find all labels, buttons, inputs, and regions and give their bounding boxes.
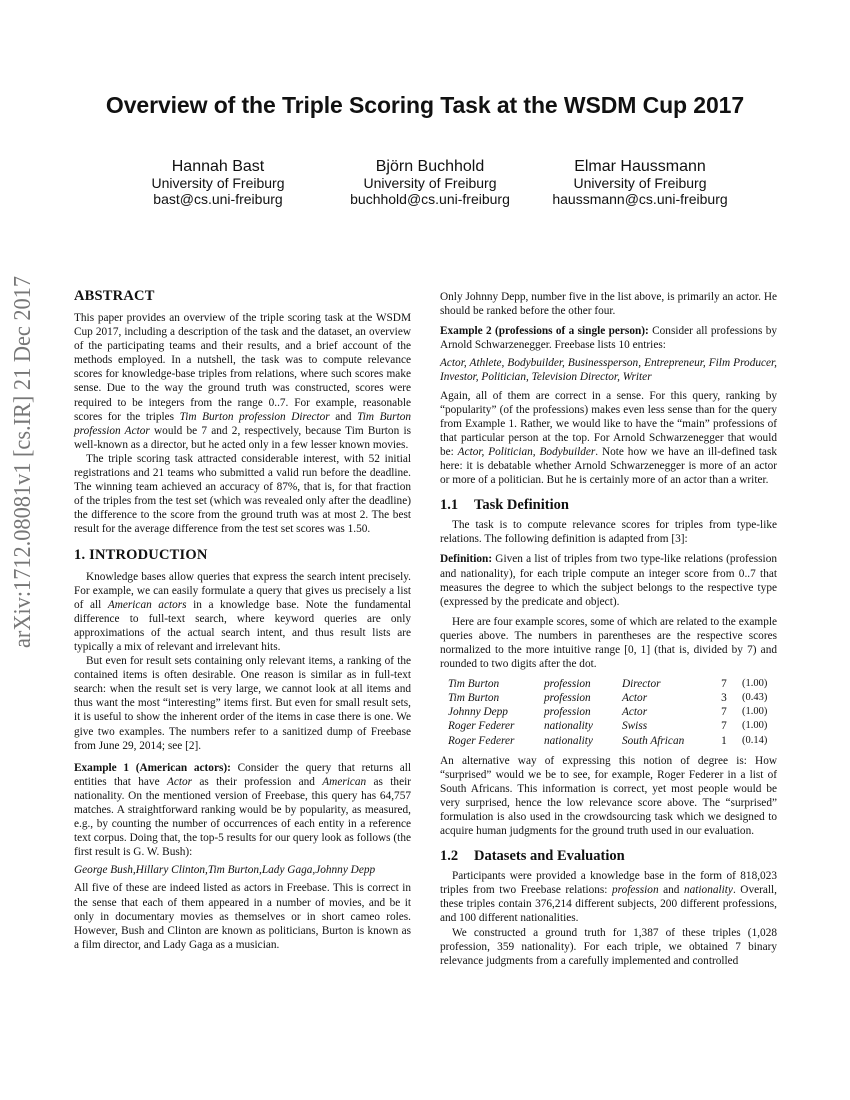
author-email: bast@cs.uni-freiburg — [153, 190, 283, 207]
author-block — [520, 158, 760, 207]
abstract-paragraph: The triple scoring task attracted considerable interest, with 52 initial registrations and 21 teams who submitted a valid run before the deadline. The winning team achieved an accuracy of 87%, that is, for that fraction of the triples from the test set (which was revealed only after the deadline) the difference to the score from the ground truth was at most 2. The best result for the average difference from the test set scores was 1.50. — [74, 452, 411, 536]
triple-score: 7 — [721, 706, 727, 719]
right-column — [440, 290, 777, 968]
author-email: buchhold@cs.uni-freiburg — [350, 190, 510, 207]
section-heading-introduction: 1. INTRODUCTION — [74, 546, 208, 563]
triple-normalized-score: (0.14) — [742, 734, 768, 746]
subsection-heading-task-definition: 1.1 Task Definition — [440, 497, 569, 514]
surprise-paragraph: An alternative way of expressing this notion of degree is: How “surprised” would we be to see, for example, Roger Federer in a list of South Africans. This information is correct, yet most people would be very surprised, hence the low relevance score above. The “surprised” formulation is also used in the crowdsourcing task which we designed to acquire human judgments for the ground truth used in our evaluation. — [440, 754, 777, 838]
triple-subject: Johnny Depp — [448, 706, 508, 719]
task-definition-paragraph: The task is to compute relevance scores for triples from type-like relations. The following definition is adapted from [3]: — [440, 519, 777, 546]
arxiv-identifier — [6, 270, 36, 650]
triple-relation: profession — [544, 706, 591, 719]
example-1-discussion: All five of these are indeed listed as actors in Freebase. This is correct in the sense that each of them appeared in a number of movies, and be it only in documentary movies as themselves or in short cameo roles. However, Bush and Clinton are known as politicians, Burton is known as a film director, and Lady Gaga as a musician. — [74, 882, 411, 951]
table-row — [448, 677, 767, 691]
datasets-paragraph: We constructed a ground truth for 1,387 of these triples (1,028 profession, 359 nationality). For each triple, we obtained 7 binary relevance judgments from a carefully implemented and controlled — [440, 926, 777, 967]
table-row — [448, 691, 767, 705]
example-1-paragraph: Example 1 (American actors): Consider the query that returns all entities that have Actor as their profession and American as their nationality. On the mentioned version of Freebase, this query has 64,757 matches. A straightforward ranking would be by popularity, as measured, e.g., by counting the number of occurrences of each entity in a reference text corpus. Doing that, the top-5 results for our query look as follows (the first result is G. W. Bush): — [74, 761, 411, 859]
triple-object: Actor — [622, 692, 648, 705]
paper-title: Overview of the Triple Scoring Task at the WSDM Cup 2017 — [105, 92, 745, 118]
author-name: Elmar Haussmann — [574, 158, 706, 175]
definition-paragraph: Definition: Given a list of triples from two type-like relations (profession and nationality), for each triple compute an integer score from 0..7 that measures the degree to which the subject belongs to the respective type (expressed by the predicate and object). — [440, 553, 777, 608]
author-block — [310, 158, 550, 207]
triple-score: 7 — [721, 720, 727, 733]
triple-object: Actor — [622, 706, 648, 719]
author-name: Hannah Bast — [171, 158, 265, 175]
triple-object: South African — [622, 734, 685, 747]
abstract-heading: ABSTRACT — [74, 288, 155, 304]
left-column — [74, 288, 411, 952]
table-row — [448, 734, 767, 748]
example-scores-table — [448, 677, 767, 747]
triple-score: 1 — [721, 734, 727, 747]
triple-subject: Tim Burton — [448, 678, 500, 691]
triple-relation: profession — [544, 678, 591, 691]
triple-normalized-score: (1.00) — [742, 678, 768, 690]
author-name: Björn Buchhold — [375, 158, 485, 175]
triple-relation: nationality — [544, 720, 593, 733]
triple-object: Director — [622, 678, 661, 691]
triple-score: 3 — [721, 692, 727, 705]
triple-normalized-score: (0.43) — [742, 692, 768, 704]
author-email: haussmann@cs.uni-freiburg — [552, 190, 728, 207]
example-1-continuation: Only Johnny Depp, number five in the list above, is primarily an actor. He should be ranked before the other four. — [440, 291, 777, 318]
triple-score: 7 — [721, 678, 727, 691]
table-row — [448, 719, 767, 733]
triple-normalized-score: (1.00) — [742, 706, 768, 718]
example-2-discussion: Again, all of them are correct in a sense. For this query, ranking by “popularity” (of the professions) makes even less sense than for the query from Example 1. Rather, we would like to have the “main” professions of that particular person at the top. For Arnold Schwarzenegger that would be: Actor, Politician, Bodybuilder. Note how we have an ill-defined task here: it is debatable whether Arnold Schwarzenegger is more of an actor or more of a politician. But he is certainly more of an actor than a writer. — [440, 389, 777, 487]
arxiv-id-text: arXiv:1712.08081v1 [cs.IR] 21 Dec 2017 — [9, 270, 36, 648]
triple-subject: Roger Federer — [448, 734, 515, 747]
triple-relation: profession — [544, 692, 591, 705]
triple-relation: nationality — [544, 734, 593, 747]
author-block — [98, 158, 338, 207]
triple-normalized-score: (1.00) — [742, 720, 768, 732]
datasets-paragraph: Participants were provided a knowledge base in the form of 818,023 triples from two Freebase relations: profession and nationality. Overall, these triples contain 376,214 different subjects, 200 different professions, and 100 different nationalities. — [440, 870, 777, 925]
abstract-paragraph: This paper provides an overview of the triple scoring task at the WSDM Cup 2017, including a description of the task and the dataset, an overview of the participating teams and their results, and a brief account of the methods employed. In a nutshell, the task was to compute relevance scores for knowledge-base triples from relations, where such scores make sense. Due to the way the ground truth was constructed, scores were required to be integers from the range 0..7. For example, reasonable scores for the triples Tim Burton profession Director and Tim Burton profession Actor would be 7 and 2, respectively, because Tim Burton is well-known as a director, but he acted only in a few lesser known movies. — [74, 312, 412, 451]
table-row — [448, 705, 767, 719]
subsection-heading-datasets: 1.2 Datasets and Evaluation — [440, 848, 625, 865]
intro-paragraph: But even for result sets containing only relevant items, a ranking of the contained items is often desirable. One reason is similar as in full-text search: when the result set is very large, we cannot look at all items and thus want the most “interesting” items first. But even for small result sets, it is useful to show the inherent order of the items in case there is one. We give two examples. The numbers refer to a sanitized dump of Freebase from June 29, 2014; see [2]. — [74, 655, 411, 752]
example-scores-intro: Here are four example scores, some of which are related to the example queries above. The numbers in parentheses are the respective scores normalized to the more intuitive range [0, 1] (that is, divided by 7) and rounded to two digits after the dot. — [440, 615, 777, 671]
triple-subject: Tim Burton — [448, 692, 500, 705]
intro-paragraph: Knowledge bases allow queries that express the search intent precisely. For example, we can easily formulate a query that gives us precisely a list of all American actors in a knowledge base. Note the fundamental difference to full-text search, where keyword queries are only approximations of the actual search intent, and thus result lists are typically a mix of relevant and irrelevant hits. — [74, 570, 411, 653]
author-affiliation: University of Freiburg — [573, 175, 707, 191]
author-affiliation: University of Freiburg — [363, 175, 497, 191]
triple-subject: Roger Federer — [448, 720, 515, 733]
triple-object: Swiss — [622, 720, 648, 733]
example-2-paragraph: Example 2 (professions of a single person): Consider all professions by Arnold Schwarzenegger. Freebase lists 10 entries: — [440, 325, 777, 352]
author-affiliation: University of Freiburg — [151, 175, 285, 191]
example-2-profession-list: Actor, Athlete, Bodybuilder, Businessperson, Entrepreneur, Film Producer, Investor, Politician, Television Director, Writer — [440, 357, 777, 384]
example-1-result-list: George Bush,Hillary Clinton,Tim Burton,Lady Gaga,Johnny Depp — [74, 864, 376, 877]
